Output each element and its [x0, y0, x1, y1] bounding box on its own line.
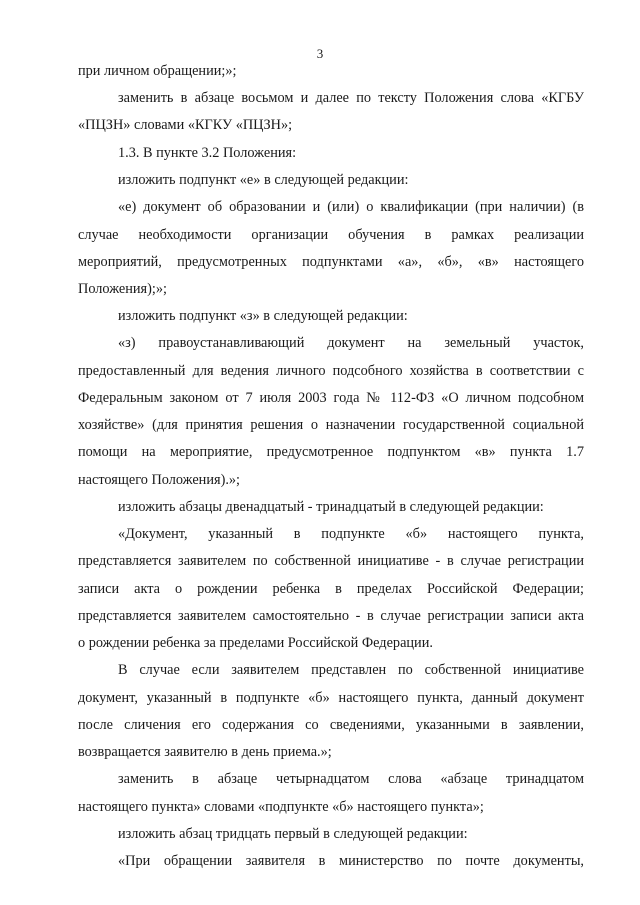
text-line: Положения);»; [78, 281, 167, 297]
text-line: изложить абзац тридцать первый в следующей редакции: [118, 826, 468, 842]
text-line: после сличения его содержания со сведениями, указанными в заявлении, [78, 717, 584, 733]
text-line: о рождении ребенка за пределами Российской Федерации. [78, 635, 433, 651]
text-line: «ПЦЗН» словами «КГКУ «ПЦЗН»; [78, 117, 293, 133]
text-line: документ, указанный в подпункте «б» настоящего пункта, данный документ [78, 690, 584, 706]
text-line: В случае если заявителем представлен по собственной инициативе [118, 662, 584, 678]
text-line: «з) правоустанавливающий документ на земельный участок, [118, 335, 584, 351]
page-number: 3 [316, 46, 324, 61]
text-line: настоящего пункта» словами «подпункте «б» настоящего пункта»; [78, 799, 484, 815]
text-line: представляется заявителем по собственной инициативе - в случае регистрации [78, 553, 584, 569]
text-line: заменить в абзаце восьмом и далее по тексту Положения слова «КГБУ [118, 90, 584, 106]
text-line: помощи на мероприятие, предусмотренное подпунктом «в» пункта 1.7 [78, 444, 584, 460]
text-line: заменить в абзаце четырнадцатом слова «абзаце тринадцатом [118, 771, 584, 787]
text-line: при личном обращении;»; [78, 63, 237, 79]
text-line: изложить подпункт «е» в следующей редакции: [118, 172, 409, 188]
text-line: предоставленный для ведения личного подсобного хозяйства в соответствии с [78, 363, 584, 379]
text-line: случае необходимости организации обучения в рамках реализации [78, 227, 584, 243]
text-line: настоящего Положения).»; [78, 472, 241, 488]
text-line: изложить абзацы двенадцатый - тринадцатый в следующей редакции: [118, 499, 544, 515]
text-line: Федеральным законом от 7 июля 2003 года № 112-ФЗ «О личном подсобном [78, 390, 584, 406]
text-line: возвращается заявителю в день приема.»; [78, 744, 332, 760]
text-line: «При обращении заявителя в министерство по почте документы, [118, 853, 584, 869]
text-line: представляется заявителем самостоятельно - в случае регистрации записи акта [78, 608, 584, 624]
text-line: хозяйстве» (для принятия решения о назначении государственной социальной [78, 417, 584, 433]
text-line: записи акта о рождении ребенка в пределах Российской Федерации; [78, 581, 584, 597]
text-line: «е) документ об образовании и (или) о квалификации (при наличии) (в [118, 199, 584, 215]
text-line: «Документ, указанный в подпункте «б» настоящего пункта, [118, 526, 584, 542]
text-line: изложить подпункт «з» в следующей редакции: [118, 308, 408, 324]
text-line: 1.3. В пункте 3.2 Положения: [118, 145, 297, 161]
text-line: мероприятий, предусмотренных подпунктами «а», «б», «в» настоящего [78, 254, 584, 270]
